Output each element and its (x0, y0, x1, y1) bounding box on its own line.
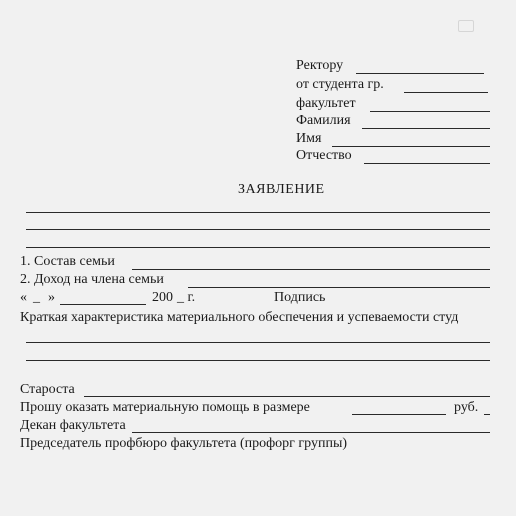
date-year: 200 (152, 290, 173, 305)
characteristic-line-2[interactable] (26, 360, 490, 361)
signature-label: Подпись (274, 290, 326, 305)
currency-line[interactable] (484, 414, 490, 415)
dean-label: Декан факультета (20, 418, 126, 433)
statement-line-2[interactable] (26, 229, 490, 230)
amount-line[interactable] (352, 414, 446, 415)
name-line[interactable] (332, 146, 490, 147)
document-title: ЗАЯВЛЕНИЕ (238, 182, 325, 197)
surname-label: Фамилия (296, 113, 351, 128)
date-quote-close: » (48, 290, 55, 305)
characteristic-label: Краткая характеристика материального обеспечения и успеваемости студ (20, 310, 459, 325)
date-month-line[interactable] (60, 304, 146, 305)
headman-label: Староста (20, 382, 75, 397)
dean-line[interactable] (132, 432, 490, 433)
rector-label: Ректору (296, 58, 344, 73)
date-day: _ (33, 290, 40, 305)
patronymic-label: Отчество (296, 148, 352, 163)
student-group-line[interactable] (404, 92, 488, 93)
statement-line-1[interactable] (26, 212, 490, 213)
surname-line[interactable] (362, 128, 490, 129)
income-line[interactable] (188, 287, 490, 288)
headman-line[interactable] (84, 396, 490, 397)
faculty-line[interactable] (370, 111, 490, 112)
name-label: Имя (296, 131, 322, 146)
patronymic-line[interactable] (364, 163, 490, 164)
characteristic-line-1[interactable] (26, 342, 490, 343)
family-label: 1. Состав семьи (20, 254, 115, 269)
student-group-label: от студента гр. (296, 77, 384, 92)
chairman-label: Председатель профбюро факультета (профорг группы) (20, 436, 348, 451)
request-label: Прошу оказать материальную помощь в размере (20, 400, 310, 415)
statement-line-3[interactable] (26, 247, 490, 248)
family-line[interactable] (132, 269, 490, 270)
date-year-suffix: _ г. (177, 290, 196, 305)
rector-line[interactable] (356, 73, 484, 74)
date-quote-open: « (20, 290, 27, 305)
page-mark-icon (458, 20, 474, 32)
faculty-label: факультет (296, 96, 356, 111)
currency-label: руб. (454, 400, 479, 415)
income-label: 2. Доход на члена семьи (20, 272, 164, 287)
